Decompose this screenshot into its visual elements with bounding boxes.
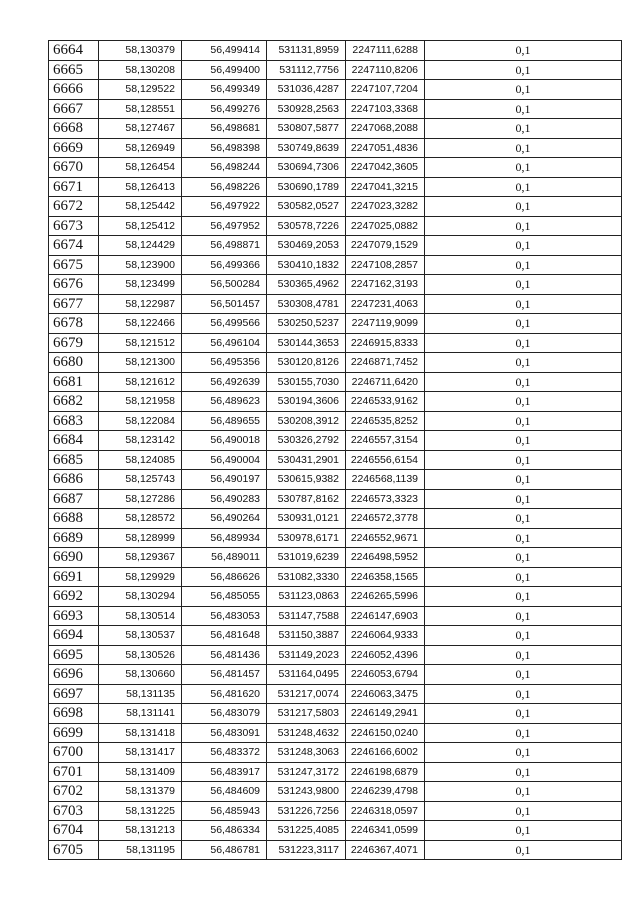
accuracy-cell: 0,1 <box>425 197 622 217</box>
x-coordinate-cell: 531082,3330 <box>267 567 346 587</box>
latitude-cell: 58,125743 <box>99 470 182 490</box>
x-coordinate-cell: 530807,5877 <box>267 119 346 139</box>
x-coordinate-cell: 531164,0495 <box>267 665 346 685</box>
x-coordinate-cell: 530615,9382 <box>267 470 346 490</box>
y-coordinate-cell: 2247162,3193 <box>346 275 425 295</box>
x-coordinate-cell: 531243,9800 <box>267 782 346 802</box>
table-row <box>49 411 622 431</box>
x-coordinate-cell: 531123,0863 <box>267 587 346 607</box>
x-coordinate-cell: 531223,3117 <box>267 840 346 860</box>
longitude-cell: 56,483091 <box>182 723 267 743</box>
longitude-cell: 56,501457 <box>182 294 267 314</box>
accuracy-cell: 0,1 <box>425 587 622 607</box>
accuracy-cell: 0,1 <box>425 840 622 860</box>
y-coordinate-cell: 2247041,3215 <box>346 177 425 197</box>
accuracy-cell: 0,1 <box>425 138 622 158</box>
accuracy-cell: 0,1 <box>425 353 622 373</box>
table-row <box>49 197 622 217</box>
latitude-cell: 58,128999 <box>99 528 182 548</box>
latitude-cell: 58,123499 <box>99 275 182 295</box>
x-coordinate-cell: 530578,7226 <box>267 216 346 236</box>
latitude-cell: 58,121612 <box>99 372 182 392</box>
y-coordinate-cell: 2246239,4798 <box>346 782 425 802</box>
accuracy-cell: 0,1 <box>425 294 622 314</box>
table-row <box>49 665 622 685</box>
point-number-cell: 6676 <box>49 275 99 295</box>
table-row <box>49 138 622 158</box>
y-coordinate-cell: 2247023,3282 <box>346 197 425 217</box>
x-coordinate-cell: 530250,5237 <box>267 314 346 334</box>
y-coordinate-cell: 2246063,3475 <box>346 684 425 704</box>
y-coordinate-cell: 2246915,8333 <box>346 333 425 353</box>
longitude-cell: 56,500284 <box>182 275 267 295</box>
point-number-cell: 6699 <box>49 723 99 743</box>
y-coordinate-cell: 2247108,2857 <box>346 255 425 275</box>
y-coordinate-cell: 2246198,6879 <box>346 762 425 782</box>
latitude-cell: 58,131135 <box>99 684 182 704</box>
y-coordinate-cell: 2246318,0597 <box>346 801 425 821</box>
point-number-cell: 6682 <box>49 392 99 412</box>
latitude-cell: 58,127286 <box>99 489 182 509</box>
table-row <box>49 821 622 841</box>
x-coordinate-cell: 530431,2901 <box>267 450 346 470</box>
longitude-cell: 56,490018 <box>182 431 267 451</box>
point-number-cell: 6678 <box>49 314 99 334</box>
x-coordinate-cell: 531149,2023 <box>267 645 346 665</box>
point-number-cell: 6702 <box>49 782 99 802</box>
longitude-cell: 56,490283 <box>182 489 267 509</box>
x-coordinate-cell: 531036,4287 <box>267 80 346 100</box>
longitude-cell: 56,495356 <box>182 353 267 373</box>
accuracy-cell: 0,1 <box>425 275 622 295</box>
latitude-cell: 58,123142 <box>99 431 182 451</box>
latitude-cell: 58,131225 <box>99 801 182 821</box>
table-row <box>49 762 622 782</box>
x-coordinate-cell: 531247,3172 <box>267 762 346 782</box>
y-coordinate-cell: 2246556,6154 <box>346 450 425 470</box>
x-coordinate-cell: 530144,3653 <box>267 333 346 353</box>
y-coordinate-cell: 2246052,4396 <box>346 645 425 665</box>
longitude-cell: 56,485055 <box>182 587 267 607</box>
point-number-cell: 6692 <box>49 587 99 607</box>
table-row <box>49 216 622 236</box>
point-number-cell: 6705 <box>49 840 99 860</box>
point-number-cell: 6689 <box>49 528 99 548</box>
point-number-cell: 6688 <box>49 509 99 529</box>
latitude-cell: 58,123900 <box>99 255 182 275</box>
x-coordinate-cell: 530410,1832 <box>267 255 346 275</box>
x-coordinate-cell: 531147,7588 <box>267 606 346 626</box>
table-row <box>49 236 622 256</box>
point-number-cell: 6671 <box>49 177 99 197</box>
table-row <box>49 587 622 607</box>
longitude-cell: 56,499349 <box>182 80 267 100</box>
latitude-cell: 58,124085 <box>99 450 182 470</box>
y-coordinate-cell: 2246568,1139 <box>346 470 425 490</box>
accuracy-cell: 0,1 <box>425 528 622 548</box>
y-coordinate-cell: 2246557,3154 <box>346 431 425 451</box>
latitude-cell: 58,131418 <box>99 723 182 743</box>
y-coordinate-cell: 2246367,4071 <box>346 840 425 860</box>
x-coordinate-cell: 531225,4085 <box>267 821 346 841</box>
latitude-cell: 58,126454 <box>99 158 182 178</box>
table-row <box>49 606 622 626</box>
x-coordinate-cell: 531248,3063 <box>267 743 346 763</box>
y-coordinate-cell: 2247107,7204 <box>346 80 425 100</box>
table-row <box>49 548 622 568</box>
x-coordinate-cell: 530208,3912 <box>267 411 346 431</box>
accuracy-cell: 0,1 <box>425 450 622 470</box>
y-coordinate-cell: 2246166,6002 <box>346 743 425 763</box>
accuracy-cell: 0,1 <box>425 236 622 256</box>
point-number-cell: 6695 <box>49 645 99 665</box>
y-coordinate-cell: 2247042,3605 <box>346 158 425 178</box>
longitude-cell: 56,481436 <box>182 645 267 665</box>
longitude-cell: 56,483053 <box>182 606 267 626</box>
longitude-cell: 56,486781 <box>182 840 267 860</box>
y-coordinate-cell: 2247103,3368 <box>346 99 425 119</box>
accuracy-cell: 0,1 <box>425 177 622 197</box>
longitude-cell: 56,490004 <box>182 450 267 470</box>
accuracy-cell: 0,1 <box>425 684 622 704</box>
table-row <box>49 372 622 392</box>
y-coordinate-cell: 2247110,8206 <box>346 60 425 80</box>
y-coordinate-cell: 2246573,3323 <box>346 489 425 509</box>
accuracy-cell: 0,1 <box>425 782 622 802</box>
accuracy-cell: 0,1 <box>425 548 622 568</box>
table-row <box>49 158 622 178</box>
accuracy-cell: 0,1 <box>425 470 622 490</box>
accuracy-cell: 0,1 <box>425 255 622 275</box>
x-coordinate-cell: 530194,3606 <box>267 392 346 412</box>
latitude-cell: 58,121958 <box>99 392 182 412</box>
longitude-cell: 56,498244 <box>182 158 267 178</box>
point-number-cell: 6664 <box>49 41 99 61</box>
point-number-cell: 6667 <box>49 99 99 119</box>
longitude-cell: 56,499566 <box>182 314 267 334</box>
latitude-cell: 58,130537 <box>99 626 182 646</box>
point-number-cell: 6686 <box>49 470 99 490</box>
table-row <box>49 41 622 61</box>
table-row <box>49 80 622 100</box>
longitude-cell: 56,485943 <box>182 801 267 821</box>
latitude-cell: 58,121300 <box>99 353 182 373</box>
longitude-cell: 56,498398 <box>182 138 267 158</box>
longitude-cell: 56,486334 <box>182 821 267 841</box>
accuracy-cell: 0,1 <box>425 99 622 119</box>
accuracy-cell: 0,1 <box>425 645 622 665</box>
accuracy-cell: 0,1 <box>425 801 622 821</box>
table-row <box>49 60 622 80</box>
latitude-cell: 58,124429 <box>99 236 182 256</box>
x-coordinate-cell: 530931,0121 <box>267 509 346 529</box>
x-coordinate-cell: 530928,2563 <box>267 99 346 119</box>
table-row <box>49 840 622 860</box>
y-coordinate-cell: 2247068,2088 <box>346 119 425 139</box>
latitude-cell: 58,131417 <box>99 743 182 763</box>
point-number-cell: 6690 <box>49 548 99 568</box>
accuracy-cell: 0,1 <box>425 489 622 509</box>
point-number-cell: 6670 <box>49 158 99 178</box>
longitude-cell: 56,481648 <box>182 626 267 646</box>
longitude-cell: 56,483917 <box>182 762 267 782</box>
x-coordinate-cell: 531226,7256 <box>267 801 346 821</box>
latitude-cell: 58,129929 <box>99 567 182 587</box>
longitude-cell: 56,481457 <box>182 665 267 685</box>
table-row <box>49 645 622 665</box>
latitude-cell: 58,126949 <box>99 138 182 158</box>
y-coordinate-cell: 2246533,9162 <box>346 392 425 412</box>
longitude-cell: 56,489011 <box>182 548 267 568</box>
point-number-cell: 6693 <box>49 606 99 626</box>
latitude-cell: 58,131141 <box>99 704 182 724</box>
latitude-cell: 58,130514 <box>99 606 182 626</box>
accuracy-cell: 0,1 <box>425 41 622 61</box>
longitude-cell: 56,499414 <box>182 41 267 61</box>
longitude-cell: 56,492639 <box>182 372 267 392</box>
accuracy-cell: 0,1 <box>425 606 622 626</box>
table-row <box>49 626 622 646</box>
latitude-cell: 58,131409 <box>99 762 182 782</box>
accuracy-cell: 0,1 <box>425 372 622 392</box>
point-number-cell: 6701 <box>49 762 99 782</box>
y-coordinate-cell: 2246552,9671 <box>346 528 425 548</box>
table-row <box>49 723 622 743</box>
longitude-cell: 56,489655 <box>182 411 267 431</box>
longitude-cell: 56,486626 <box>182 567 267 587</box>
y-coordinate-cell: 2247119,9099 <box>346 314 425 334</box>
point-number-cell: 6679 <box>49 333 99 353</box>
latitude-cell: 58,131213 <box>99 821 182 841</box>
point-number-cell: 6685 <box>49 450 99 470</box>
latitude-cell: 58,128572 <box>99 509 182 529</box>
x-coordinate-cell: 530155,7030 <box>267 372 346 392</box>
latitude-cell: 58,131379 <box>99 782 182 802</box>
accuracy-cell: 0,1 <box>425 314 622 334</box>
longitude-cell: 56,490264 <box>182 509 267 529</box>
accuracy-cell: 0,1 <box>425 411 622 431</box>
table-row <box>49 177 622 197</box>
accuracy-cell: 0,1 <box>425 119 622 139</box>
table-row <box>49 392 622 412</box>
latitude-cell: 58,125442 <box>99 197 182 217</box>
point-number-cell: 6697 <box>49 684 99 704</box>
longitude-cell: 56,489934 <box>182 528 267 548</box>
y-coordinate-cell: 2247079,1529 <box>346 236 425 256</box>
accuracy-cell: 0,1 <box>425 704 622 724</box>
longitude-cell: 56,496104 <box>182 333 267 353</box>
point-number-cell: 6669 <box>49 138 99 158</box>
latitude-cell: 58,130208 <box>99 60 182 80</box>
longitude-cell: 56,490197 <box>182 470 267 490</box>
latitude-cell: 58,130660 <box>99 665 182 685</box>
longitude-cell: 56,498681 <box>182 119 267 139</box>
y-coordinate-cell: 2246150,0240 <box>346 723 425 743</box>
table-row <box>49 119 622 139</box>
point-number-cell: 6694 <box>49 626 99 646</box>
table-row <box>49 684 622 704</box>
y-coordinate-cell: 2246535,8252 <box>346 411 425 431</box>
point-number-cell: 6698 <box>49 704 99 724</box>
y-coordinate-cell: 2247231,4063 <box>346 294 425 314</box>
longitude-cell: 56,484609 <box>182 782 267 802</box>
point-number-cell: 6684 <box>49 431 99 451</box>
x-coordinate-cell: 530582,0527 <box>267 197 346 217</box>
x-coordinate-cell: 530694,7306 <box>267 158 346 178</box>
x-coordinate-cell: 531019,6239 <box>267 548 346 568</box>
table-row <box>49 333 622 353</box>
table-row <box>49 99 622 119</box>
longitude-cell: 56,483372 <box>182 743 267 763</box>
longitude-cell: 56,483079 <box>182 704 267 724</box>
latitude-cell: 58,129367 <box>99 548 182 568</box>
accuracy-cell: 0,1 <box>425 626 622 646</box>
accuracy-cell: 0,1 <box>425 567 622 587</box>
accuracy-cell: 0,1 <box>425 216 622 236</box>
x-coordinate-cell: 530690,1789 <box>267 177 346 197</box>
longitude-cell: 56,489623 <box>182 392 267 412</box>
y-coordinate-cell: 2246711,6420 <box>346 372 425 392</box>
x-coordinate-cell: 530749,8639 <box>267 138 346 158</box>
point-number-cell: 6703 <box>49 801 99 821</box>
accuracy-cell: 0,1 <box>425 333 622 353</box>
table-row <box>49 450 622 470</box>
accuracy-cell: 0,1 <box>425 60 622 80</box>
accuracy-cell: 0,1 <box>425 509 622 529</box>
y-coordinate-cell: 2246147,6903 <box>346 606 425 626</box>
accuracy-cell: 0,1 <box>425 80 622 100</box>
y-coordinate-cell: 2246498,5952 <box>346 548 425 568</box>
point-number-cell: 6665 <box>49 60 99 80</box>
x-coordinate-cell: 530469,2053 <box>267 236 346 256</box>
longitude-cell: 56,497922 <box>182 197 267 217</box>
y-coordinate-cell: 2247025,0882 <box>346 216 425 236</box>
latitude-cell: 58,122987 <box>99 294 182 314</box>
x-coordinate-cell: 531112,7756 <box>267 60 346 80</box>
accuracy-cell: 0,1 <box>425 431 622 451</box>
x-coordinate-cell: 531150,3887 <box>267 626 346 646</box>
latitude-cell: 58,130526 <box>99 645 182 665</box>
latitude-cell: 58,129522 <box>99 80 182 100</box>
latitude-cell: 58,121512 <box>99 333 182 353</box>
accuracy-cell: 0,1 <box>425 743 622 763</box>
point-number-cell: 6691 <box>49 567 99 587</box>
point-number-cell: 6704 <box>49 821 99 841</box>
longitude-cell: 56,481620 <box>182 684 267 704</box>
table-row <box>49 567 622 587</box>
table-row <box>49 431 622 451</box>
x-coordinate-cell: 530120,8126 <box>267 353 346 373</box>
x-coordinate-cell: 531248,4632 <box>267 723 346 743</box>
y-coordinate-cell: 2247111,6288 <box>346 41 425 61</box>
coordinate-table <box>48 40 622 860</box>
table-row <box>49 782 622 802</box>
y-coordinate-cell: 2246358,1565 <box>346 567 425 587</box>
point-number-cell: 6668 <box>49 119 99 139</box>
latitude-cell: 58,130294 <box>99 587 182 607</box>
table-row <box>49 294 622 314</box>
point-number-cell: 6683 <box>49 411 99 431</box>
point-number-cell: 6680 <box>49 353 99 373</box>
y-coordinate-cell: 2246265,5996 <box>346 587 425 607</box>
x-coordinate-cell: 530308,4781 <box>267 294 346 314</box>
point-number-cell: 6700 <box>49 743 99 763</box>
longitude-cell: 56,497952 <box>182 216 267 236</box>
point-number-cell: 6681 <box>49 372 99 392</box>
latitude-cell: 58,122466 <box>99 314 182 334</box>
x-coordinate-cell: 531217,0074 <box>267 684 346 704</box>
longitude-cell: 56,498226 <box>182 177 267 197</box>
latitude-cell: 58,125412 <box>99 216 182 236</box>
accuracy-cell: 0,1 <box>425 762 622 782</box>
y-coordinate-cell: 2246572,3778 <box>346 509 425 529</box>
longitude-cell: 56,499366 <box>182 255 267 275</box>
table-row <box>49 743 622 763</box>
x-coordinate-cell: 531131,8959 <box>267 41 346 61</box>
y-coordinate-cell: 2246871,7452 <box>346 353 425 373</box>
table-row <box>49 509 622 529</box>
point-number-cell: 6673 <box>49 216 99 236</box>
y-coordinate-cell: 2247051,4836 <box>346 138 425 158</box>
longitude-cell: 56,499400 <box>182 60 267 80</box>
latitude-cell: 58,122084 <box>99 411 182 431</box>
x-coordinate-cell: 530326,2792 <box>267 431 346 451</box>
x-coordinate-cell: 531217,5803 <box>267 704 346 724</box>
latitude-cell: 58,126413 <box>99 177 182 197</box>
table-row <box>49 255 622 275</box>
point-number-cell: 6672 <box>49 197 99 217</box>
x-coordinate-cell: 530787,8162 <box>267 489 346 509</box>
latitude-cell: 58,131195 <box>99 840 182 860</box>
y-coordinate-cell: 2246053,6794 <box>346 665 425 685</box>
x-coordinate-cell: 530365,4962 <box>267 275 346 295</box>
latitude-cell: 58,127467 <box>99 119 182 139</box>
point-number-cell: 6677 <box>49 294 99 314</box>
longitude-cell: 56,498871 <box>182 236 267 256</box>
accuracy-cell: 0,1 <box>425 723 622 743</box>
table-row <box>49 704 622 724</box>
table-row <box>49 470 622 490</box>
x-coordinate-cell: 530978,6171 <box>267 528 346 548</box>
point-number-cell: 6696 <box>49 665 99 685</box>
table-row <box>49 489 622 509</box>
accuracy-cell: 0,1 <box>425 158 622 178</box>
latitude-cell: 58,128551 <box>99 99 182 119</box>
y-coordinate-cell: 2246064,9333 <box>346 626 425 646</box>
point-number-cell: 6687 <box>49 489 99 509</box>
table-row <box>49 528 622 548</box>
point-number-cell: 6666 <box>49 80 99 100</box>
accuracy-cell: 0,1 <box>425 392 622 412</box>
table-row <box>49 314 622 334</box>
table-row <box>49 801 622 821</box>
accuracy-cell: 0,1 <box>425 821 622 841</box>
point-number-cell: 6674 <box>49 236 99 256</box>
accuracy-cell: 0,1 <box>425 665 622 685</box>
y-coordinate-cell: 2246149,2941 <box>346 704 425 724</box>
point-number-cell: 6675 <box>49 255 99 275</box>
coordinate-table-body <box>49 41 622 860</box>
latitude-cell: 58,130379 <box>99 41 182 61</box>
y-coordinate-cell: 2246341,0599 <box>346 821 425 841</box>
table-row <box>49 275 622 295</box>
table-row <box>49 353 622 373</box>
longitude-cell: 56,499276 <box>182 99 267 119</box>
